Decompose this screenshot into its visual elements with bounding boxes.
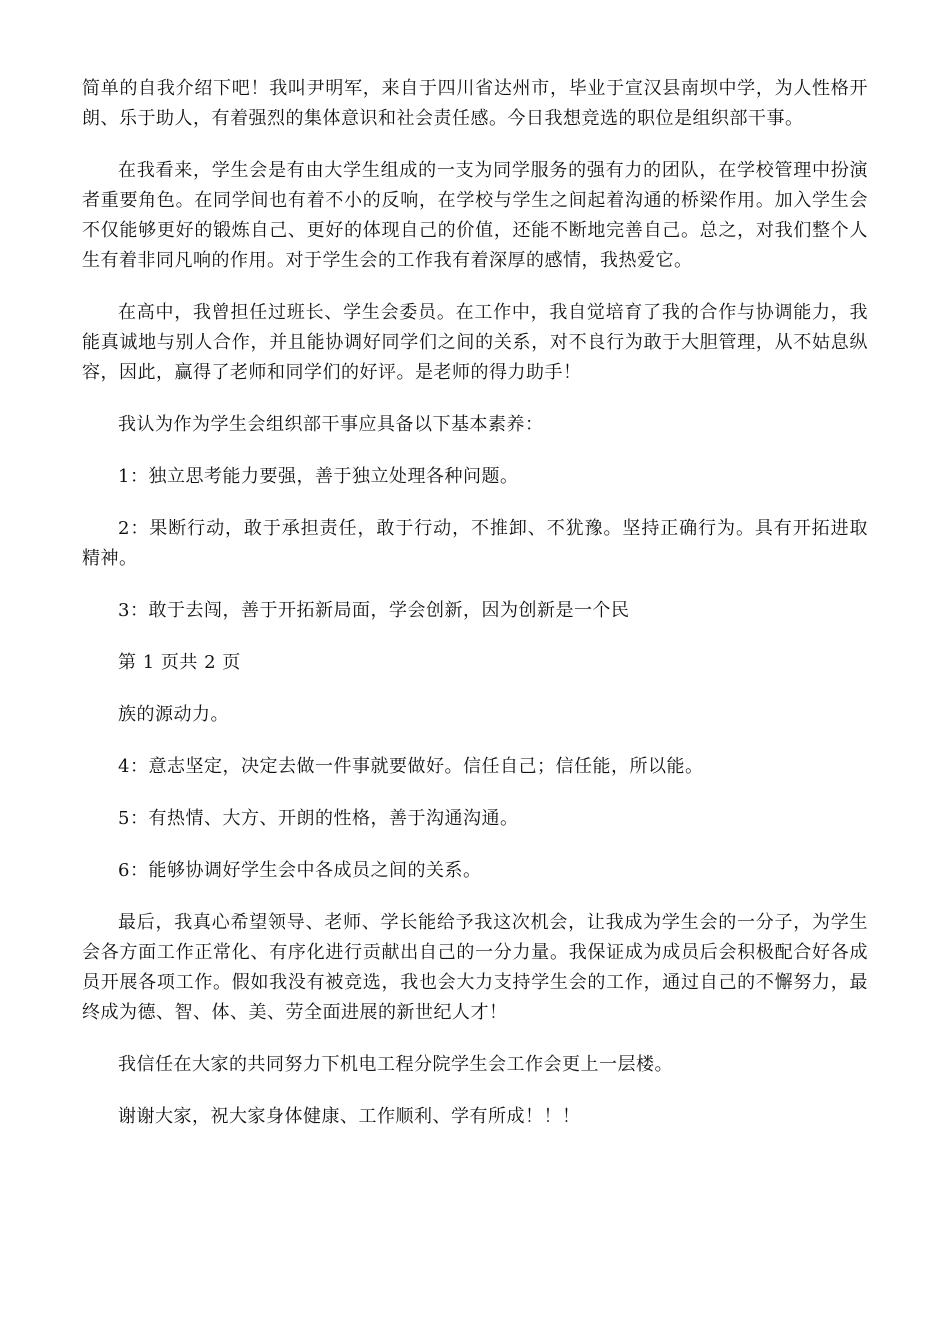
list-item-quality-5: 5：有热情、大方、开朗的性格，善于沟通沟通。 <box>118 808 519 829</box>
paragraph-belief: 我信任在大家的共同努力下机电工程分院学生会工作会更上一层楼。 <box>118 1054 673 1075</box>
list-item-quality-2: 2：果断行动，敢于承担责任，敢于行动，不推卸、不犹豫。坚持正确行为。具有开拓进取精神。 <box>82 518 868 569</box>
document-page <box>82 74 868 1154</box>
list-item-quality-3: 3：敢于去闯，善于开拓新局面，学会创新，因为创新是一个民 <box>118 600 630 621</box>
list-item-quality-1: 1：独立思考能力要强，善于独立处理各种问题。 <box>118 466 519 487</box>
page-marker: 第 1 页共 2 页 <box>118 652 241 673</box>
paragraph-qualities-intro: 我认为作为学生会组织部干事应具备以下基本素养： <box>118 414 544 435</box>
list-item-quality-3-continued: 族的源动力。 <box>118 704 229 725</box>
paragraph-thanks: 谢谢大家，祝大家身体健康、工作顺利、学有所成！！！ <box>118 1106 581 1127</box>
paragraph-closing-request: 最后，我真心希望领导、老师、学长能给予我这次机会，让我成为学生会的一分子，为学生会各方面工作正常化、有序化进行贡献出自己的一分力量。我保证成为成员后会积极配合好各成员开展各项工作。假如我没有被竞选，我也会大力支持学生会的工作，通过自己的不懈努力，最终成为德、智、体、美、劳全面进展的新世纪人才！ <box>82 912 868 1023</box>
paragraph-student-union-view: 在我看来，学生会是有由大学生组成的一支为同学服务的强有力的团队，在学校管理中扮演者重要角色。在同学间也有着不小的反响，在学校与学生之间起着沟通的桥梁作用。加入学生会不仅能够更好的锻炼自己、更好的体现自己的价值，还能不断地完善自己。总之，对我们整个人生有着非同凡响的作用。对于学生会的工作我有着深厚的感情，我热爱它。 <box>82 160 868 271</box>
paragraph-high-school-experience: 在高中，我曾担任过班长、学生会委员。在工作中，我自觉培育了我的合作与协调能力，我能真诚地与别人合作，并且能协调好同学们之间的关系，对不良行为敢于大胆管理，从不姑息纵容，因此，赢得了老师和同学们的好评。是老师的得力助手！ <box>82 302 868 383</box>
paragraph-self-intro: 简单的自我介绍下吧！我叫尹明军，来自于四川省达州市，毕业于宣汉县南坝中学，为人性格开朗、乐于助人，有着强烈的集体意识和社会责任感。今日我想竞选的职位是组织部干事。 <box>82 78 868 129</box>
list-item-quality-4: 4：意志坚定，决定去做一件事就要做好。信任自己；信任能，所以能。 <box>118 756 704 777</box>
list-item-quality-6: 6：能够协调好学生会中各成员之间的关系。 <box>118 860 482 881</box>
